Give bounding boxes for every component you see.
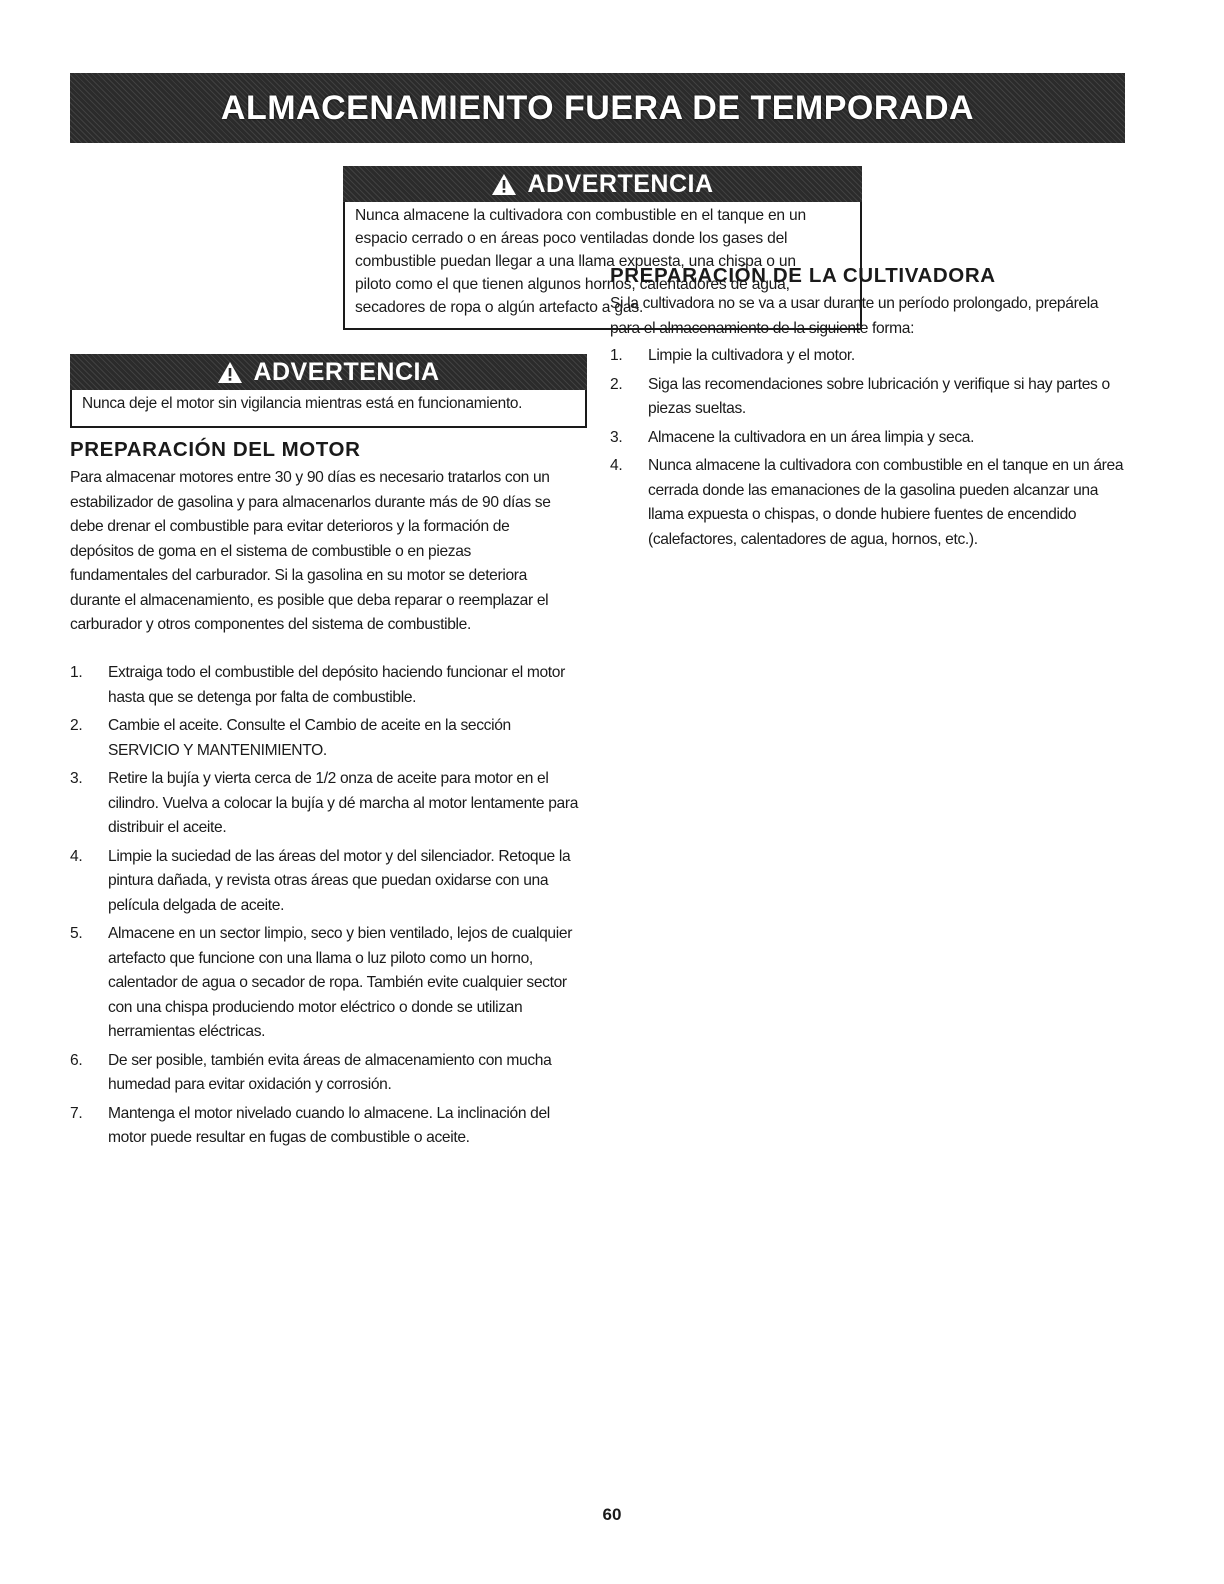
warning-line: piloto como el que tienen algunos hornos, calentadores de agua, — [355, 276, 790, 293]
list-item — [70, 661, 580, 710]
step-text: Nunca almacene la cultivadora con combustible en el tanque en un área cerrada donde las emanaciones de la gasolina pueden alcanzar una llama expuesta o chispas, o donde hubiere fuentes de encendido (calefactores, calentadores de agua, hornos, etc.). — [648, 457, 1124, 548]
warning-line: Nunca almacene la cultivadora con combustible en el tanque en un — [355, 207, 806, 224]
warning-line: combustible puedan llegar a una llama expuesta, una chispa o un — [355, 253, 796, 270]
banner-title: ALMACENAMIENTO FUERA DE TEMPORADA — [220, 88, 975, 127]
tiller-prep-intro: Si la cultivadora no se va a usar durante un período prolongado, prepárela para el almacenamiento de la siguiente forma: — [610, 295, 1099, 337]
step-text: De ser posible, también evita áreas de almacenamiento con mucha humedad para evitar oxidación y corrosión. — [108, 1051, 552, 1093]
step-number: 2. — [610, 375, 623, 393]
step-text: Limpie la suciedad de las áreas del motor y del silenciador. Retoque la pintura dañada, y revista otras áreas que puedan oxidarse con una película delgada de aceite. — [108, 847, 571, 914]
list-item — [610, 454, 1130, 552]
warning-header — [70, 354, 587, 390]
list-item — [70, 922, 580, 1045]
warning-heading: ADVERTENCIA — [253, 357, 440, 386]
tiller-prep-title: PREPARACIÓN DE LA CULTIVADORA — [610, 264, 996, 287]
warning-heading: ADVERTENCIA — [527, 169, 714, 198]
list-item — [70, 1049, 580, 1098]
warning-line: secadores de ropa o algún artefacto a gas. — [355, 299, 644, 316]
warning-box-engine — [70, 354, 587, 428]
step-text: Siga las recomendaciones sobre lubricación y verifique si hay partes o piezas sueltas. — [648, 375, 1110, 417]
step-number: 3. — [610, 428, 623, 446]
warning-header — [343, 166, 862, 202]
engine-prep-title: PREPARACIÓN DEL MOTOR — [70, 438, 361, 461]
section-banner — [70, 73, 1125, 143]
list-item — [610, 344, 1130, 369]
warning-triangle-icon — [217, 361, 243, 384]
tiller-prep-steps — [610, 344, 1130, 556]
step-number: 7. — [70, 1104, 83, 1122]
step-text: Cambie el aceite. Consulte el Cambio de aceite en la sección SERVICIO Y MANTENIMIENTO. — [108, 717, 511, 759]
list-item — [70, 714, 580, 763]
step-text: Retire la bujía y vierta cerca de 1/2 onza de aceite para motor en el cilindro. Vuelva a colocar la bujía y dé marcha al motor lentamente para distribuir el aceite. — [108, 770, 579, 836]
step-number: 1. — [610, 347, 623, 364]
engine-prep-steps — [70, 661, 580, 1155]
warning-text: Nunca deje el motor sin vigilancia mientras está en funcionamiento. — [82, 395, 523, 412]
step-number: 6. — [70, 1051, 83, 1069]
step-number: 1. — [70, 664, 83, 681]
step-text: Limpie la cultivadora y el motor. — [648, 347, 855, 364]
list-item — [610, 426, 1130, 451]
step-text: Extraiga todo el combustible del depósito haciendo funcionar el motor hasta que se detenga por falta de combustible. — [108, 664, 565, 706]
step-text: Almacene la cultivadora en un área limpia y seca. — [648, 428, 975, 446]
step-number: 3. — [70, 770, 83, 787]
list-item — [70, 767, 580, 841]
step-text: Mantenga el motor nivelado cuando lo almacene. La inclinación del motor puede resultar en fugas de combustible o aceite. — [108, 1104, 550, 1146]
engine-prep-intro: Para almacenar motores entre 30 y 90 días es necesario tratarlos con un estabilizador de gasolina y para almacenarlos durante más de 90 días se debe drenar el combustible para evitar deterioros y la formación de depósitos de goma en el sistema de combustible o en piezas fundamentales del carburador. Si la gasolina en su motor se deteriora durante el almacenamiento, es posible que deba reparar o reemplazar el carburador y otros componentes del sistema de combustible. — [70, 469, 551, 633]
step-number: 4. — [610, 457, 623, 474]
step-text: Almacene en un sector limpio, seco y bien ventilado, lejos de cualquier artefacto que funcione con una llama o luz piloto como un horno, calentador de agua o secador de ropa. También evite cualquier sector con una chispa produciendo motor eléctrico o donde se utilizan herramientas eléctricas. — [108, 925, 573, 1040]
step-number: 4. — [70, 847, 83, 865]
list-item — [70, 845, 580, 919]
step-number: 2. — [70, 717, 83, 734]
list-item — [70, 1102, 580, 1151]
list-item — [610, 373, 1130, 422]
warning-triangle-icon — [491, 173, 517, 196]
warning-line: espacio cerrado o en áreas poco ventiladas donde los gases del — [355, 230, 788, 247]
step-number: 5. — [70, 925, 83, 942]
page-number: 60 — [602, 1505, 622, 1524]
